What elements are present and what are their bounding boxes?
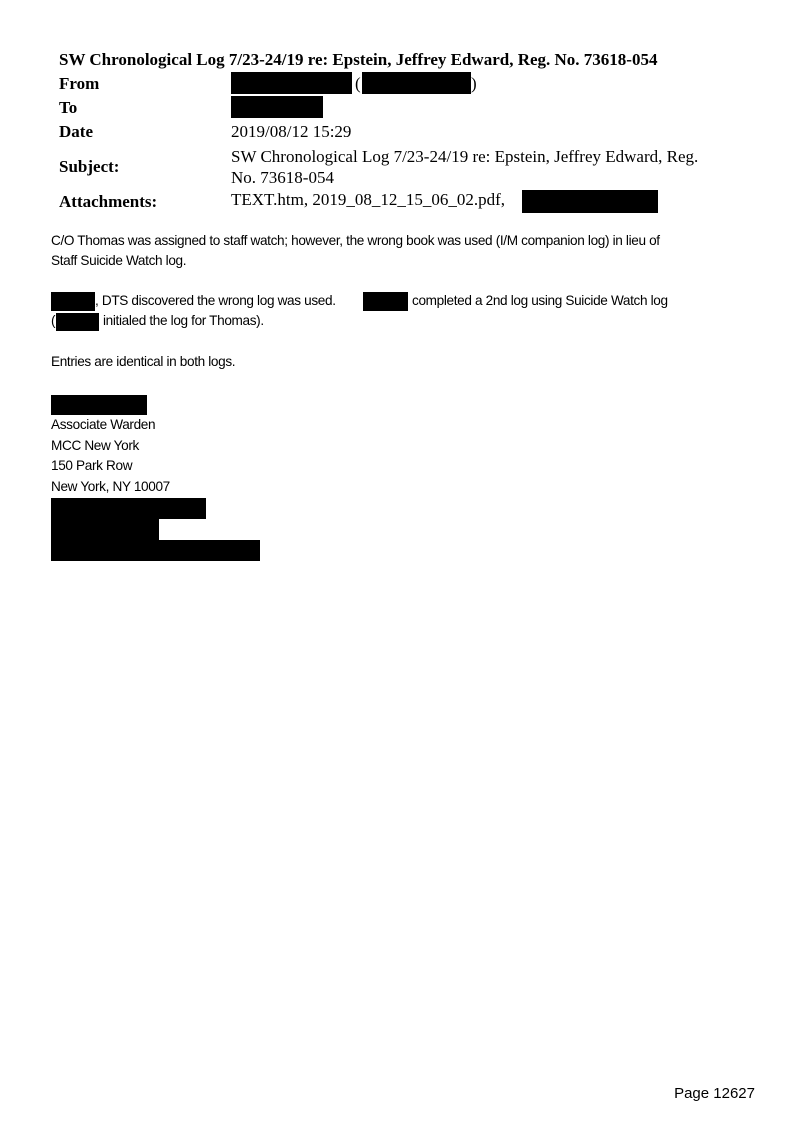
body-para2-a: , DTS discovered the wrong log was used. — [95, 293, 336, 308]
body-para1-line1: C/O Thomas was assigned to staff watch; however, the wrong book was used (I/M companion log) in lieu of — [51, 233, 660, 248]
body-para2-c: ( — [51, 313, 56, 328]
redaction-name-2 — [363, 292, 408, 311]
attachments-label: Attachments: — [59, 192, 158, 211]
subject-line-1: SW Chronological Log 7/23-24/19 re: Epstein, Jeffrey Edward, Reg. — [231, 147, 699, 166]
redaction-attachment — [522, 190, 658, 213]
from-paren-close: ) — [471, 74, 477, 93]
body-para1-line2: Staff Suicide Watch log. — [51, 253, 187, 268]
redaction-from-name — [231, 72, 352, 94]
from-label: From — [59, 74, 100, 93]
redaction-contact-1 — [51, 498, 206, 519]
subject-label: Subject: — [59, 157, 120, 176]
body-para2-b: completed a 2nd log using Suicide Watch log — [412, 293, 668, 308]
redaction-contact-3 — [51, 540, 260, 561]
from-paren-open: ( — [355, 74, 361, 93]
signature-city: New York, NY 10007 — [51, 479, 170, 494]
redaction-to — [231, 96, 323, 118]
signature-title: Associate Warden — [51, 417, 156, 432]
signature-org: MCC New York — [51, 438, 139, 453]
date-label: Date — [59, 122, 93, 141]
to-label: To — [59, 98, 78, 117]
redaction-from-email — [362, 72, 471, 94]
page-number: Page 12627 — [674, 1085, 755, 1102]
document-title: SW Chronological Log 7/23-24/19 re: Epstein, Jeffrey Edward, Reg. No. 73618-054 — [59, 50, 658, 69]
redaction-contact-2 — [51, 519, 159, 540]
subject-line-2: No. 73618-054 — [231, 168, 334, 187]
date-value: 2019/08/12 15:29 — [231, 122, 352, 141]
redaction-signature-name — [51, 395, 147, 415]
redaction-name-3 — [56, 313, 99, 331]
body-para2-d: initialed the log for Thomas). — [103, 313, 264, 328]
signature-street: 150 Park Row — [51, 458, 133, 473]
redaction-name-1 — [51, 292, 95, 311]
attachments-value: TEXT.htm, 2019_08_12_15_06_02.pdf, — [231, 190, 506, 209]
body-para3: Entries are identical in both logs. — [51, 354, 236, 369]
